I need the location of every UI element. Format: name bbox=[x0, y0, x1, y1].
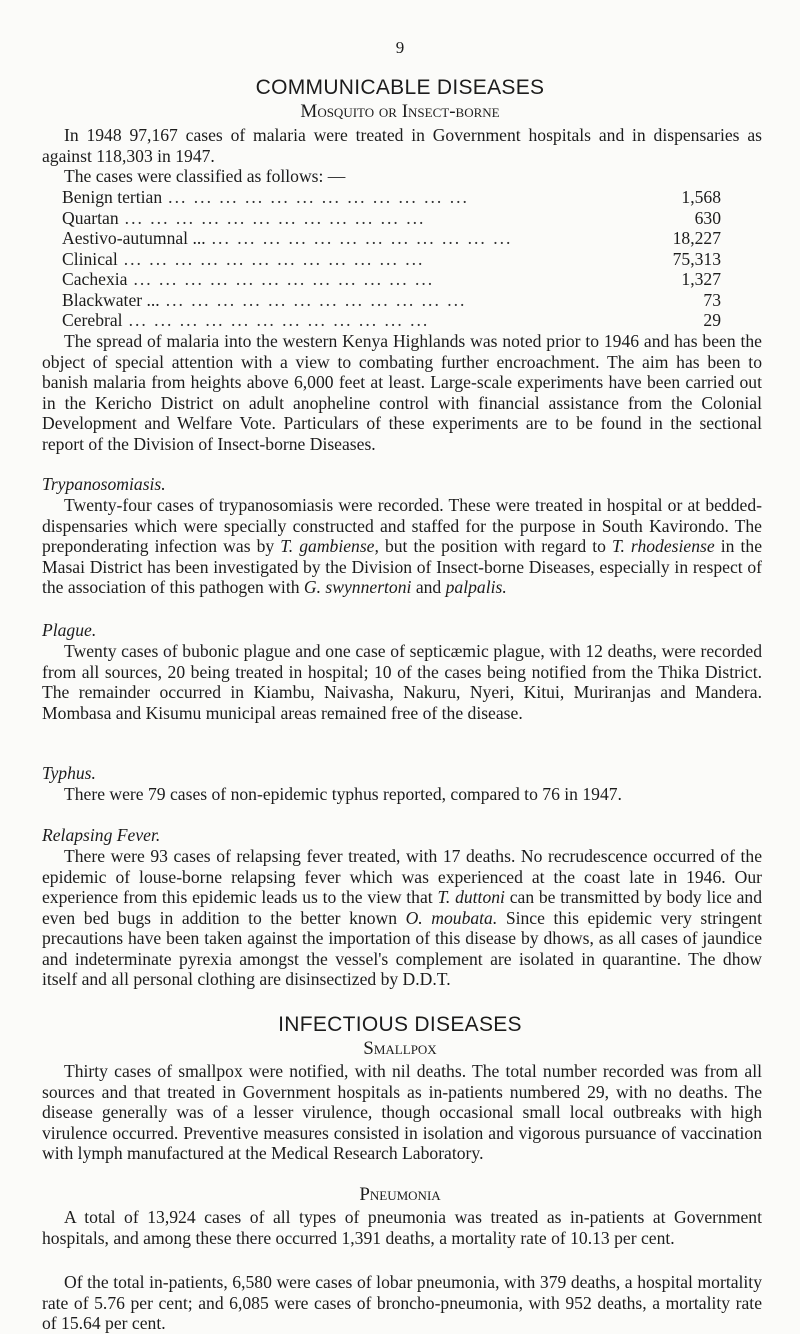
leader-dots: ... ... ... ... ... ... ... ... ... ... ... ... bbox=[211, 228, 513, 248]
insect-borne-subheading: Mosquito or Insect-borne bbox=[300, 101, 500, 122]
text-run: There were 93 cases of relapsing fever treated, with 17 deaths. No recrudescence occurred of the epidemic of louse-borne relapsing fever which was experienced at the coast late in 1946. Our experience from this epidemic leads us to the view that bbox=[42, 846, 762, 907]
malaria-table bbox=[62, 187, 721, 331]
species-name: T. gambiense, bbox=[280, 536, 379, 556]
relapsing-fever-paragraph bbox=[42, 846, 762, 990]
plague-paragraph: Twenty cases of bubonic plague and one case of septicæmic plague, with 12 deaths, were recorded from all sources, 20 being treated in hospital; 10 of the cases being notified from the Thika District. The remainder occurred in Kiambu, Naivasha, Nakuru, Nyeri, Kitui, Muriranjas and Mandera. Mombasa and Kisumu municipal areas remained free of the disease. bbox=[42, 641, 762, 723]
text-run: but the position with regard to bbox=[378, 536, 612, 556]
row-value: 1,327 bbox=[681, 269, 721, 289]
row-value: 1,568 bbox=[681, 187, 721, 207]
table-row bbox=[62, 228, 721, 249]
leader-dots: ... ... ... ... ... ... ... ... ... ... ... ... bbox=[165, 289, 467, 310]
text-run: can be transmitted by body lice and even bed bugs in addition to the better known bbox=[42, 887, 763, 928]
row-label: Quartan bbox=[62, 207, 119, 228]
communicable-diseases-heading: COMMUNICABLE DISEASES bbox=[255, 76, 545, 99]
species-name: G. swynnertoni bbox=[303, 577, 412, 597]
trypanosomiasis-paragraph bbox=[42, 495, 762, 598]
smallpox-paragraph: Thirty cases of smallpox were notified, with nil deaths. The total number recorded was from all sources and that treated in Government hospitals as in-patients numbered 29, with no deaths. The disease generally was of a lesser virulence, though occasional small local outbreaks with high virulence occurred. Preventive measures consisted in isolation and vigorous pursuance of vaccination with lymph manufactured at the Medical Research Laboratory. bbox=[42, 1061, 762, 1163]
page-number: 9 bbox=[395, 38, 405, 57]
classified-line: The cases were classified as follows: — bbox=[64, 166, 346, 186]
row-value: 18,227 bbox=[672, 228, 721, 248]
species-name: O. moubata. bbox=[405, 907, 498, 928]
row-label: Benign tertian bbox=[62, 187, 163, 207]
infectious-diseases-heading: INFECTIOUS DISEASES bbox=[278, 1013, 522, 1036]
table-row bbox=[62, 249, 721, 270]
table-row bbox=[62, 208, 721, 229]
species-name: palpalis. bbox=[445, 577, 507, 597]
leader-dots: ... ... ... ... ... ... ... ... ... ... ... ... bbox=[168, 187, 469, 207]
pneumonia-paragraph-1: A total of 13,924 cases of all types of pneumonia was treated as in-patients at Government hospitals, and among these there occurred 1,391 deaths, a mortality rate of 10.13 per cent. bbox=[42, 1207, 762, 1248]
row-label: Blackwater ... bbox=[62, 289, 160, 310]
leader-dots: ... ... ... ... ... ... ... ... ... ... ... ... bbox=[128, 310, 430, 330]
species-name: T. duttoni bbox=[437, 887, 505, 907]
typhus-heading: Typhus. bbox=[42, 763, 96, 783]
row-label: Clinical bbox=[62, 248, 118, 269]
row-value: 73 bbox=[703, 289, 721, 310]
species-name: T. rhodesiense bbox=[611, 536, 715, 556]
table-row bbox=[62, 290, 721, 311]
text-run: Twenty-four cases of trypanosomiasis were recorded. These were treated in hospital or at bedded-dispensaries which were specially constructed and staffed for the purpose in South Kavirondo. The preponderating infection was by bbox=[42, 495, 762, 556]
row-value: 29 bbox=[703, 310, 721, 330]
row-value: 75,313 bbox=[672, 248, 721, 269]
row-label: Cachexia bbox=[62, 269, 128, 289]
smallpox-heading: Smallpox bbox=[363, 1038, 437, 1059]
pneumonia-heading: Pneumonia bbox=[359, 1184, 441, 1205]
row-label: Aestivo-autumnal ... bbox=[62, 228, 206, 248]
typhus-paragraph: There were 79 cases of non-epidemic typhus reported, compared to 76 in 1947. bbox=[64, 784, 622, 804]
table-row bbox=[62, 310, 721, 331]
row-label: Cerebral bbox=[62, 310, 123, 330]
table-row bbox=[62, 187, 721, 208]
trypanosomiasis-heading: Trypanosomiasis. bbox=[42, 474, 166, 494]
leader-dots: ... ... ... ... ... ... ... ... ... ... ... ... bbox=[124, 207, 426, 228]
malaria-intro: In 1948 97,167 cases of malaria were treated in Government hospitals and in dispensaries as against 118,303 in 1947. bbox=[42, 125, 762, 166]
text-run: in the Masai District has been investigated by the Division of Insect-borne Diseases, especially in respect of the association of this pathogen with bbox=[42, 536, 762, 597]
plague-heading: Plague. bbox=[42, 620, 97, 640]
leader-dots: ... ... ... ... ... ... ... ... ... ... ... ... bbox=[133, 269, 435, 289]
pneumonia-paragraph-2: Of the total in-patients, 6,580 were cases of lobar pneumonia, with 379 deaths, a hospital mortality rate of 5.76 per cent; and 6,085 were cases of broncho-pneumonia, with 952 deaths, a mortality rate of 15.64 per cent. bbox=[42, 1272, 762, 1333]
leader-dots: ... ... ... ... ... ... ... ... ... ... ... ... bbox=[123, 248, 425, 269]
relapsing-fever-heading: Relapsing Fever. bbox=[42, 825, 161, 845]
text-run: Since this epidemic very stringent precautions have been taken against the importation of this disease by dhows, as all cases of jaundice and indeterminate pyrexia amongst the vessel's complement are isolated in quarantine. The dhow itself and all personal clothing are disinsectized by D.D.T. bbox=[42, 907, 762, 989]
malaria-spread-paragraph: The spread of malaria into the western Kenya Highlands was noted prior to 1946 and has been the object of special attention with a view to combating further encroachment. The aim has been to banish malaria from heights above 6,000 feet at least. Large-scale experiments have been carried out in the Kericho District on adult anopheline control with financial assistance from the Colonial Development and Welfare Vote. Particulars of these experiments are to be found in the sectional report of the Division of Insect-borne Diseases. bbox=[42, 331, 762, 454]
row-value: 630 bbox=[694, 207, 721, 228]
table-row bbox=[62, 269, 721, 290]
text-run: and bbox=[411, 577, 446, 597]
